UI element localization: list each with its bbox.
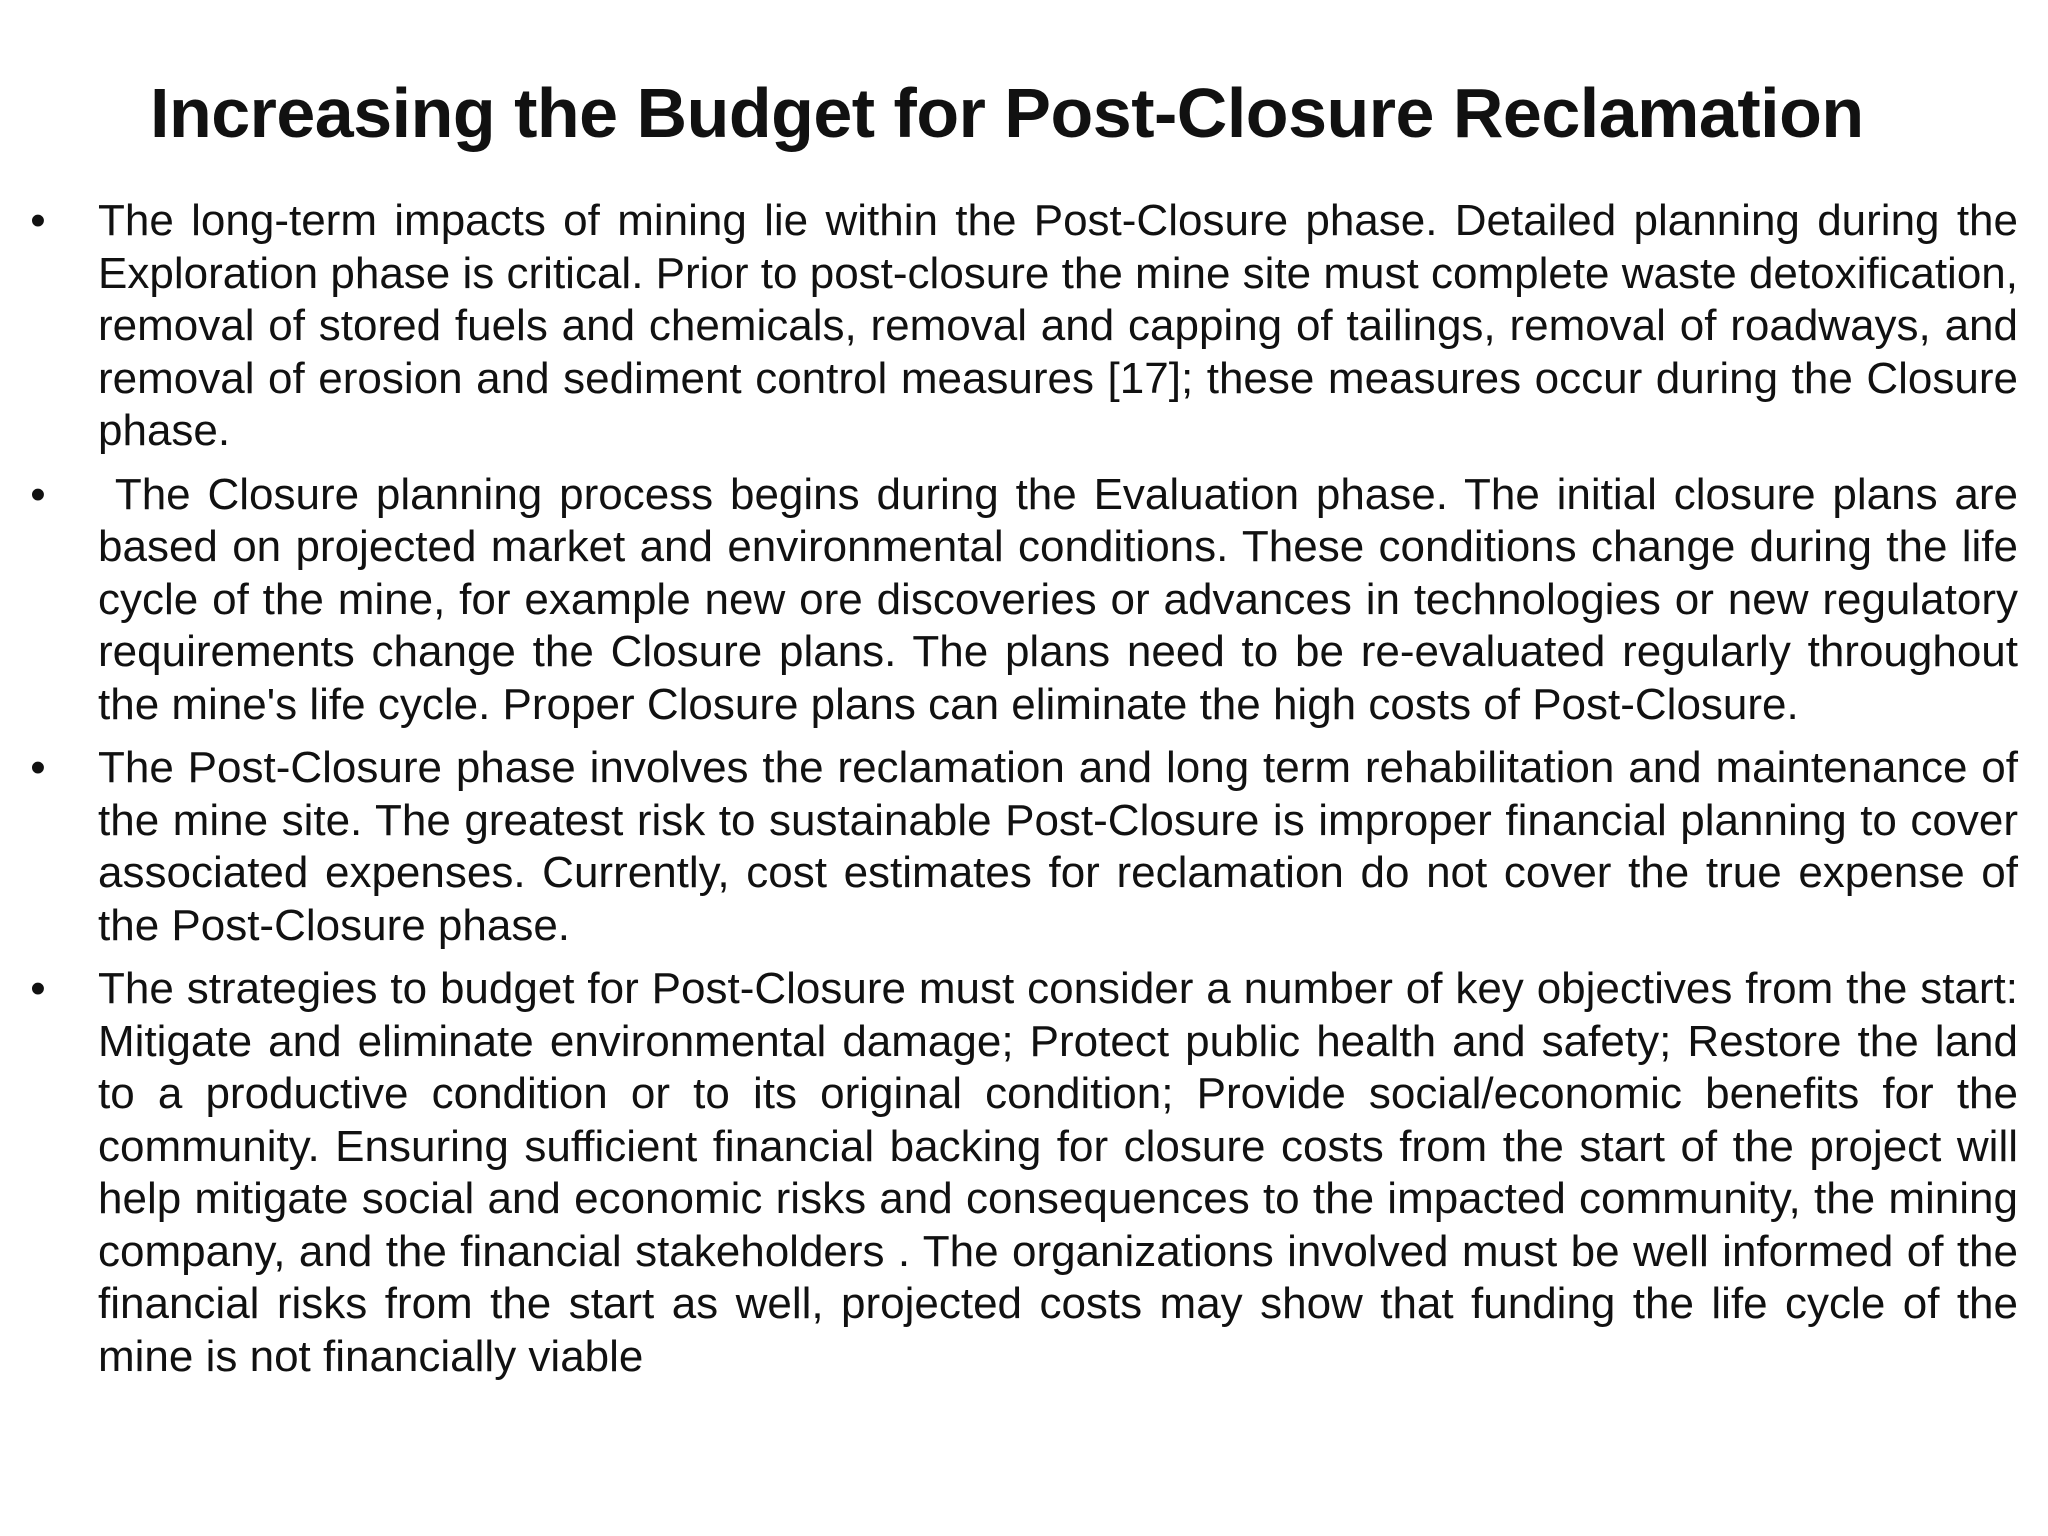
bullet-dot-icon: • [30,743,46,792]
bullet-item-4 [18,963,2018,1383]
bullet-list [18,195,2031,1394]
bullet-item-1 [18,195,2018,458]
bullet-text-1: The long-term impacts of mining lie within the Post-Closure phase. Detailed planning during the Exploration phase is critical. Prior to post-closure the mine site must complete waste detoxification, removal of stored fuels and chemicals, removal and capping of tailings, removal of roadways, and removal of erosion and sediment control measures [17]; these measures occur during the Closure phase. [98,196,2018,455]
bullet-text-4: The strategies to budget for Post-Closure must consider a number of key objectives from the start: Mitigate and eliminate environmental damage; Protect public health and safety; Restore the land to a productive condition or to its original condition; Provide social/economic benefits for the community. Ensuring sufficient financial backing for closure costs from the start of the project will help mitigate social and economic risks and consequences to the impacted community, the mining company, and the financial stakeholders . The organizations involved must be well informed of the financial risks from the start as well, projected costs may show that funding the life cycle of the mine is not financially viable [98,964,2018,1381]
bullet-text-3: The Post-Closure phase involves the reclamation and long term rehabilitation and maintenance of the mine site. The greatest risk to sustainable Post-Closure is improper financial planning to cover associated expenses. Currently, cost estimates for reclamation do not cover the true expense of the Post-Closure phase. [98,743,2018,950]
bullet-item-2 [18,469,2031,732]
slide-title: Increasing the Budget for Post-Closure Reclamation [150,74,1864,152]
bullet-dot-icon: • [30,469,46,519]
bullet-text-2: The Closure planning process begins during the Evaluation phase. The initial closure plans are based on projected market and environmental conditions. These conditions change during the life cycle of the mine, for example new ore discoveries or advances in technologies or new regulatory requirements change the Closure plans. The plans need to be re-evaluated regularly throughout the mine's life cycle. Proper Closure plans can eliminate the high costs of Post-Closure. [98,469,2031,729]
bullet-item-3 [18,742,2018,952]
bullet-dot-icon: • [30,196,46,245]
bullet-dot-icon: • [30,964,46,1013]
